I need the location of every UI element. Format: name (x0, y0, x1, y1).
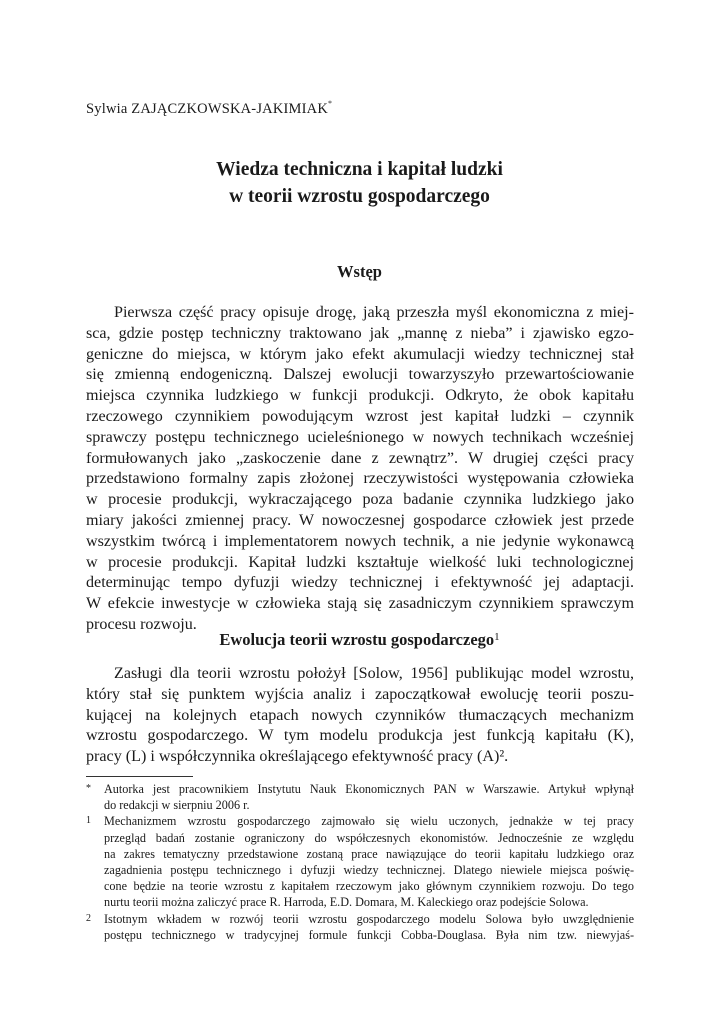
text-line: się zmienną endogeniczną. Dalszej ewolucji towarzyszyło przewartościowanie (86, 366, 634, 384)
footnote-line: na zakres tematyczny przedstawione zostaną prace nawiązujące do teorii kapitału ludzkiego oraz (104, 846, 634, 861)
text-line: sca, gdzie postęp techniczny traktowano jak „mannę z nieba” i zjawisko egzo- (86, 324, 634, 342)
text-line: kującej na kolejnych etapach nowych czynników tłumaczących mechanizm (86, 706, 634, 724)
section1-paragraph (86, 303, 634, 636)
footnote-line: przegląd badań zostanie ograniczony do współczesnych ekonomistów. Jednocześnie ze względu (104, 830, 634, 845)
footnote-line: postępu technicznego w tradycyjnej formule funkcji Cobba-Douglasa. Była nim tzw. niewyjaś- (104, 927, 634, 942)
footnote-separator (86, 776, 193, 777)
text-line: wszystkim twórcą i implementatorem nowych technik, a nie jedynie wykonawcą (86, 532, 634, 550)
text-line: w procesie produkcji, wykraczającego poza badanie czynnika ludzkiego jako (86, 491, 634, 509)
text-line: determinując tempo dyfuzji wiedzy technicznej i efektywność jej adaptacji. (86, 574, 634, 592)
footnote-1 (86, 813, 634, 910)
footnote-mark: * (86, 783, 91, 794)
footnotes (86, 781, 634, 943)
text-line: rzeczowego czynnikiem powodującym wzrost jest kapitał ludzki – czynnik (86, 407, 634, 425)
section2-paragraph (86, 664, 634, 768)
article-title (0, 156, 719, 210)
section-heading-ewolucja (0, 630, 719, 650)
text-line: W efekcie inwestycje w człowieka stają się zasadniczym czynnikiem sprawczym (86, 595, 634, 613)
footnote-line: nurtu teorii można zaliczyć prace R. Harroda, E.D. Domara, M. Kaleckiego oraz podejście Solowa. (104, 895, 589, 910)
footnote-line: cone będzie na teorie wzrostu z kapitałem rzeczowym jako głównym czynnikiem rozwoju. Do tego (104, 879, 634, 894)
footnote-2 (86, 911, 634, 943)
footnote-line: Autorka jest pracownikiem Instytutu Nauk Ekonomicznych PAN w Warszawie. Artykuł wpłynął (104, 782, 634, 796)
author-line (86, 99, 332, 118)
title-line: w teorii wzrostu gospodarczego (229, 186, 490, 207)
text-line: geniczne do miejsca, w którym jako efekt akumulacji wiedzy technicznej stał (86, 345, 634, 363)
text-line: miejsca czynnika ludzkiego w funkcji produkcji. Odkryto, że obok kapitału (86, 387, 634, 405)
footnote-line: zagadnienia postępu technicznego i dyfuzji wiedzy technicznej. Dlatego niewiele miejsca poświę- (104, 863, 634, 878)
author-footnote-mark: * (328, 99, 333, 108)
text-line: pracy (L) i współczynnika określającego efektywność pracy (A)². (86, 748, 509, 766)
footnote-author (86, 781, 634, 813)
footnote-mark: 1 (86, 815, 91, 827)
text-line: miary jakości zmiennej pracy. W nowoczesnej gospodarce człowiek jest przede (86, 511, 634, 529)
text-line: który stał się punktem wyjścia analiz i zapoczątkował ewolucję teorii poszu- (86, 685, 634, 703)
title-line: Wiedza techniczna i kapitał ludzki (216, 159, 503, 180)
footnote-line: Mechanizmem wzrostu gospodarczego zajmowało się wielu uczonych, jednakże w tej pracy (104, 814, 634, 829)
footnote-line: do redakcji w sierpniu 2006 r. (104, 798, 250, 813)
section-heading-wstep: Wstęp (337, 262, 382, 281)
text-line: formułowanych jako „zaskoczenie dane z zewnątrz”. W drugiej części pracy (86, 449, 634, 467)
footnote-ref-1: 1 (494, 631, 500, 643)
text-line: Pierwsza część pracy opisuje drogę, jaką przeszła myśl ekonomiczna z miej- (114, 304, 634, 321)
text-line: Zasługi dla teorii wzrostu położył [Solow, 1956] publikując model wzrostu, (114, 665, 634, 682)
text-line: w procesie produkcji. Kapitał ludzki kształtuje wielkość luki technologicznej (86, 553, 634, 571)
text-line: przedstawiono formalny zapis złożonej rzeczywistości występowania człowieka (86, 470, 634, 488)
text-line: sprawczy postępu technicznego ucieleśnionego w nowych technikach wcześniej (86, 428, 634, 446)
section-heading-text: Ewolucja teorii wzrostu gospodarczego (219, 630, 495, 649)
text-line: wzrostu gospodarczego. W tym modelu produkcja jest funkcją kapitału (K), (86, 727, 634, 745)
text-line: procesu rozwoju. (86, 615, 197, 633)
author-name: Sylwia ZAJĄCZKOWSKA-JAKIMIAK (86, 101, 329, 117)
footnote-line: Istotnym wkładem w rozwój teorii wzrostu gospodarczego modelu Solowa było uwzględnienie (104, 911, 634, 926)
footnote-mark: 2 (86, 912, 91, 924)
